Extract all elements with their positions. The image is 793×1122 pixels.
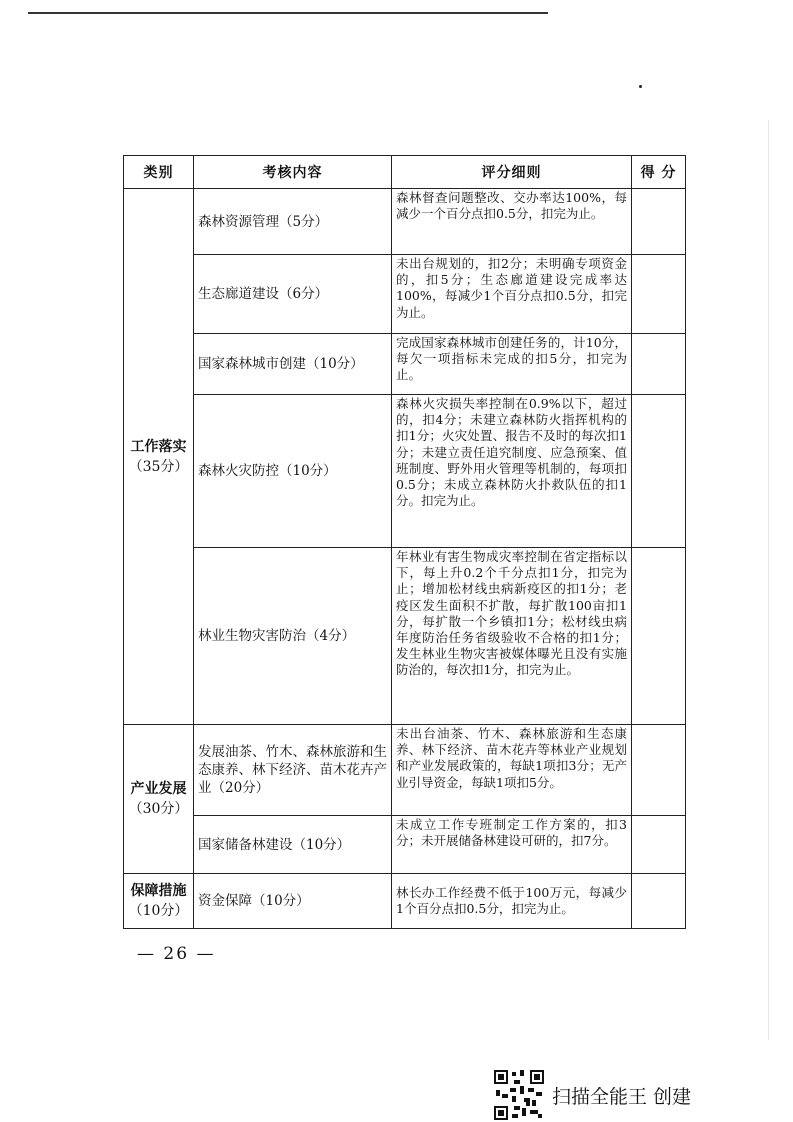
rule-cell: 未成立工作专班制定工作方案的，扣3分；未开展储备林建设可研的，扣7分。 (392, 816, 632, 874)
category-cell (124, 874, 194, 929)
table-row (124, 334, 686, 395)
rule-cell: 森林督查问题整改、交办率达100%，每减少一个百分点扣0.5分，扣完为止。 (392, 189, 632, 255)
score-cell (632, 395, 686, 548)
category-points: （35分） (128, 458, 189, 475)
header-content: 考核内容 (194, 156, 392, 189)
scan-edge (768, 120, 769, 1040)
content-cell: 森林火灾防控（10分） (194, 395, 392, 548)
rule-cell: 林长办工作经费不低于100万元，每减少1个百分点扣0.5分，扣完为止。 (392, 874, 632, 929)
category-name: 工作落实 (130, 438, 187, 455)
content-cell: 国家森林城市创建（10分） (194, 334, 392, 395)
content-cell: 生态廊道建设（6分） (194, 255, 392, 334)
table-row (124, 725, 686, 816)
score-cell (632, 548, 686, 725)
score-cell (632, 725, 686, 816)
content-cell: 国家储备林建设（10分） (194, 816, 392, 874)
top-rule (28, 12, 548, 14)
category-name: 产业发展 (130, 781, 187, 797)
rule-cell: 完成国家森林城市创建任务的，计10分，每欠一项指标未完成的扣5分，扣完为止。 (392, 334, 632, 395)
table-row (124, 874, 686, 929)
content-cell: 发展油茶、竹木、森林旅游和生态康养、林下经济、苗木花卉产业（20分） (194, 725, 392, 816)
category-cell (124, 189, 194, 725)
category-points: （30分） (128, 801, 189, 817)
scoring-table (123, 155, 686, 929)
score-cell (632, 874, 686, 929)
category-name: 保障措施 (130, 883, 187, 899)
header-score: 得 分 (632, 156, 686, 189)
table-row (124, 395, 686, 548)
rule-cell: 年林业有害生物成灾率控制在省定指标以下，每上升0.2个千分点扣1分，扣完为止；增加松材线虫病新疫区的扣1分；老疫区发生面积不扩散，每扩散100亩扣1分，每扩散一个乡镇扣1分；松材线虫病年度防治任务省级验收不合格的扣1分；发生林业生物灾害被媒体曝光且没有实施防治的，每次扣1分，扣完为止。 (392, 548, 632, 725)
category-cell (124, 725, 194, 874)
header-rule: 评分细则 (392, 156, 632, 189)
watermark-text: 扫描全能王 创建 (552, 1085, 692, 1108)
score-cell (632, 816, 686, 874)
table-row (124, 189, 686, 255)
table-row (124, 816, 686, 874)
rule-cell: 未出台规划的，扣2分；未明确专项资金的，扣5分；生态廊道建设完成率达100%，每减少1个百分点扣0.5分，扣完为止。 (392, 255, 632, 334)
qr-code-icon (494, 1070, 544, 1120)
score-cell (632, 255, 686, 334)
page-number: — 26 — (137, 944, 216, 964)
scanner-watermark (494, 1070, 691, 1120)
table-row (124, 255, 686, 334)
header-category: 类别 (124, 156, 194, 189)
rule-cell: 森林火灾损失率控制在0.9%以下，超过的，扣4分；未建立森林防火指挥机构的扣1分；火灾处置、报告不及时的每次扣1分；未建立责任追究制度、应急预案、值班制度、野外用火管理等机制的，每项扣0.5分；未成立森林防火扑救队伍的扣1分。扣完为止。 (392, 395, 632, 548)
table-row (124, 548, 686, 725)
content-cell: 森林资源管理（5分） (194, 189, 392, 255)
content-cell: 林业生物灾害防治（4分） (194, 548, 392, 725)
content-cell: 资金保障（10分） (194, 874, 392, 929)
score-cell (632, 189, 686, 255)
score-cell (632, 334, 686, 395)
rule-cell: 未出台油茶、竹木、森林旅游和生态康养、林下经济、苗木花卉等林业产业规划和产业发展政策的，每缺1项扣3分；无产业引导资金，每缺1项扣5分。 (392, 725, 632, 816)
table-header-row (124, 156, 686, 189)
scan-speck (639, 85, 642, 88)
category-points: （10分） (128, 903, 189, 919)
